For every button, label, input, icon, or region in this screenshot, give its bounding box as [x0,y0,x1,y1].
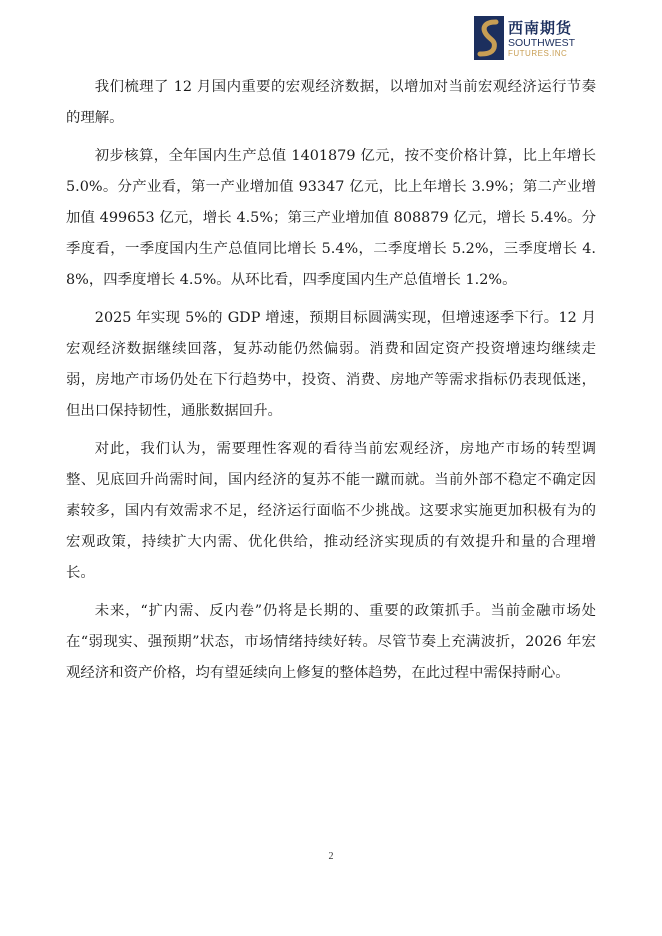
logo-mark-icon [474,16,504,60]
logo-english-name: SOUTHWEST [508,37,576,49]
paragraph-outlook: 未来，“扩内需、反内卷”仍将是长期的、重要的政策抓手。当前金融市场处在“弱现实、强预期”状态，市场情绪持续好转。尽管节奏上充满波折，2026 年宏观经济和资产价格，均有望延续向上修复的整体趋势，在此过程中需保持耐心。 [66,603,596,681]
paragraph-intro: 我们梳理了 12 月国内重要的宏观经济数据，以增加对当前宏观经济运行节奏的理解。 [66,79,596,126]
paragraph-growth-trend: 2025 年实现 5%的 GDP 增速，预期目标圆满实现，但增速逐季下行。12 月宏观经济数据继续回落，复苏动能仍然偏弱。消费和固定资产投资增速均继续走弱，房地产市场仍处在下行趋势中，投资、消费、房地产等需求指标仍表现低迷，但出口保持韧性，通胀数据回升。 [66,310,596,419]
paragraph-assessment: 对此，我们认为，需要理性客观的看待当前宏观经济，房地产市场的转型调整、见底回升尚需时间，国内经济的复苏不能一蹴而就。当前外部不稳定不确定因素较多，国内有效需求不足，经济运行面临不少挑战。这要求实施更加积极有为的宏观政策，持续扩大内需、优化供给，推动经济实现质的有效提升和量的合理增长。 [66,441,596,581]
logo-chinese-name: 西南期货 [508,19,573,37]
document-body [66,72,596,696]
logo-english-suffix: FUTURES.INC [508,49,568,58]
company-logo [474,14,594,62]
paragraph-gdp-data: 初步核算，全年国内生产总值 1401879 亿元，按不变价格计算，比上年增长 5.0%。分产业看，第一产业增加值 93347 亿元，比上年增长 3.9%；第二产业增加值 499653 亿元，增长 4.5%；第三产业增加值 808879 亿元，增长 5.4%。分季度看，一季度国内生产总值同比增长 5.4%，二季度增长 5.2%，三季度增长 4.8%，四季度增长 4.5%。从环比看，四季度国内生产总值增长 1.2%。 [66,148,596,288]
page-number: 2 [328,851,334,862]
